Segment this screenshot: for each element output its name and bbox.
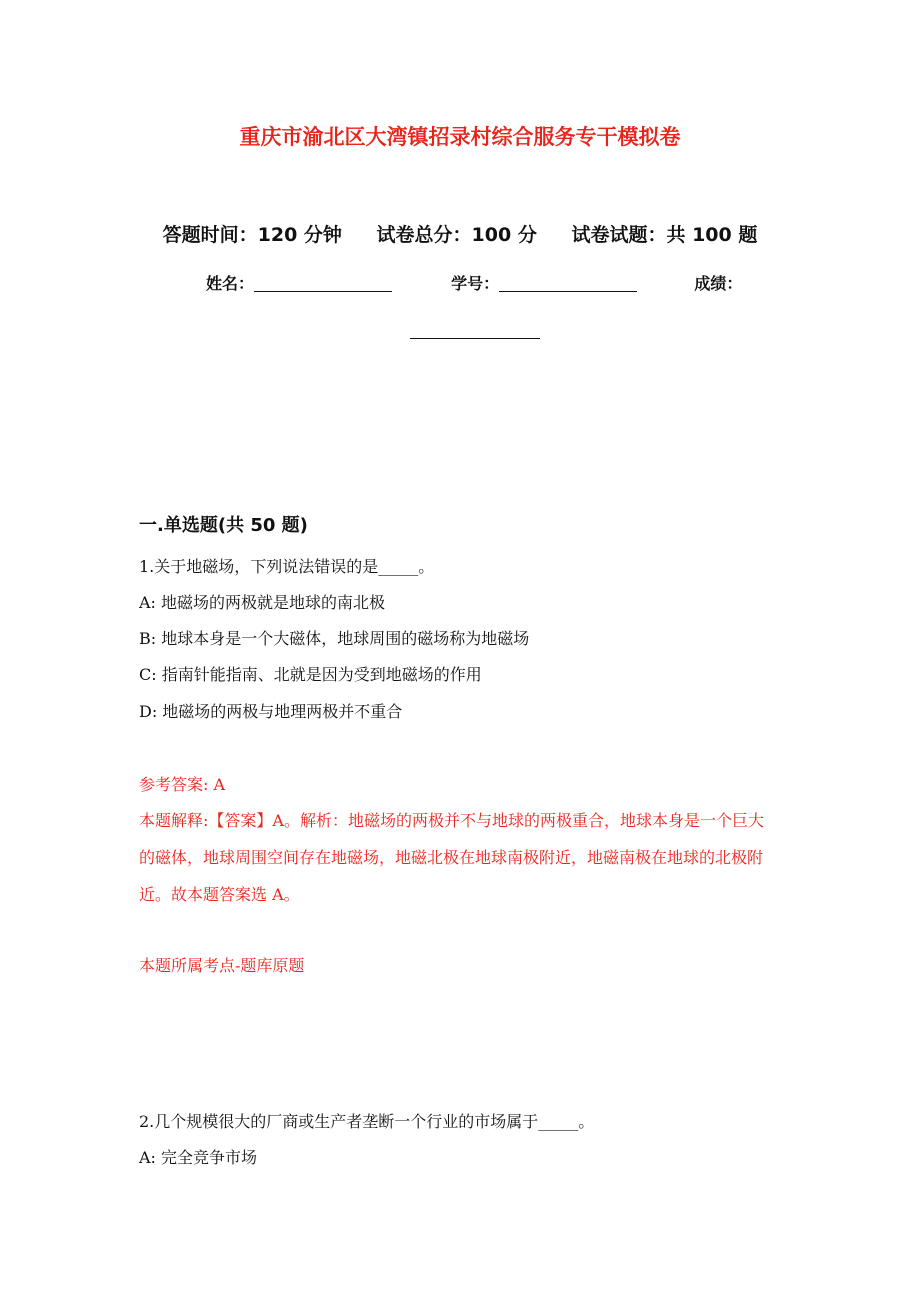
- question-2-stem: 2.几个规模很大的厂商或生产者垄断一个行业的市场属于_____。: [139, 1112, 595, 1131]
- question-1-explanation: 本题解释:【答案】A。解析：地磁场的两极并不与地球的两极重合，地球本身是一个巨大的磁体，地球周围空间存在地磁场，地磁北极在地球南极附近，地磁南极在地球的北极附近。故本题答案选 A。: [139, 811, 764, 904]
- exam-total-score: 试卷总分：100 分: [376, 224, 537, 246]
- question-2-option-a: A: 完全竞争市场: [139, 1148, 258, 1167]
- exam-title: 重庆市渝北区大湾镇招录村综合服务专干模拟卷: [239, 125, 681, 149]
- exam-time: 答题时间：120 分钟: [162, 224, 342, 246]
- name-blank: [254, 275, 392, 292]
- id-blank: [499, 275, 637, 292]
- id-label: 学号：: [451, 274, 500, 293]
- exam-meta: [0, 220, 920, 247]
- question-1-answer: 参考答案: A: [139, 775, 226, 794]
- score-label: 成绩：: [694, 274, 743, 293]
- question-1-option-c: C: 指南针能指南、北就是因为受到地磁场的作用: [139, 665, 482, 684]
- question-1-option-d: D: 地磁场的两极与地理两极并不重合: [139, 702, 403, 721]
- student-fields: [206, 271, 742, 294]
- name-label: 姓名：: [206, 274, 255, 293]
- exam-question-count: 试卷试题：共 100 题: [571, 224, 758, 246]
- section-title: 一.单选题(共 50 题): [139, 515, 308, 536]
- score-blank: [410, 338, 540, 339]
- question-1-option-a: A: 地磁场的两极就是地球的南北极: [139, 593, 386, 612]
- question-1-option-b: B: 地球本身是一个大磁体，地球周围的磁场称为地磁场: [139, 629, 530, 648]
- question-1-topic: 本题所属考点-题库原题: [139, 956, 305, 975]
- question-1-stem: 1.关于地磁场，下列说法错误的是_____。: [139, 557, 435, 576]
